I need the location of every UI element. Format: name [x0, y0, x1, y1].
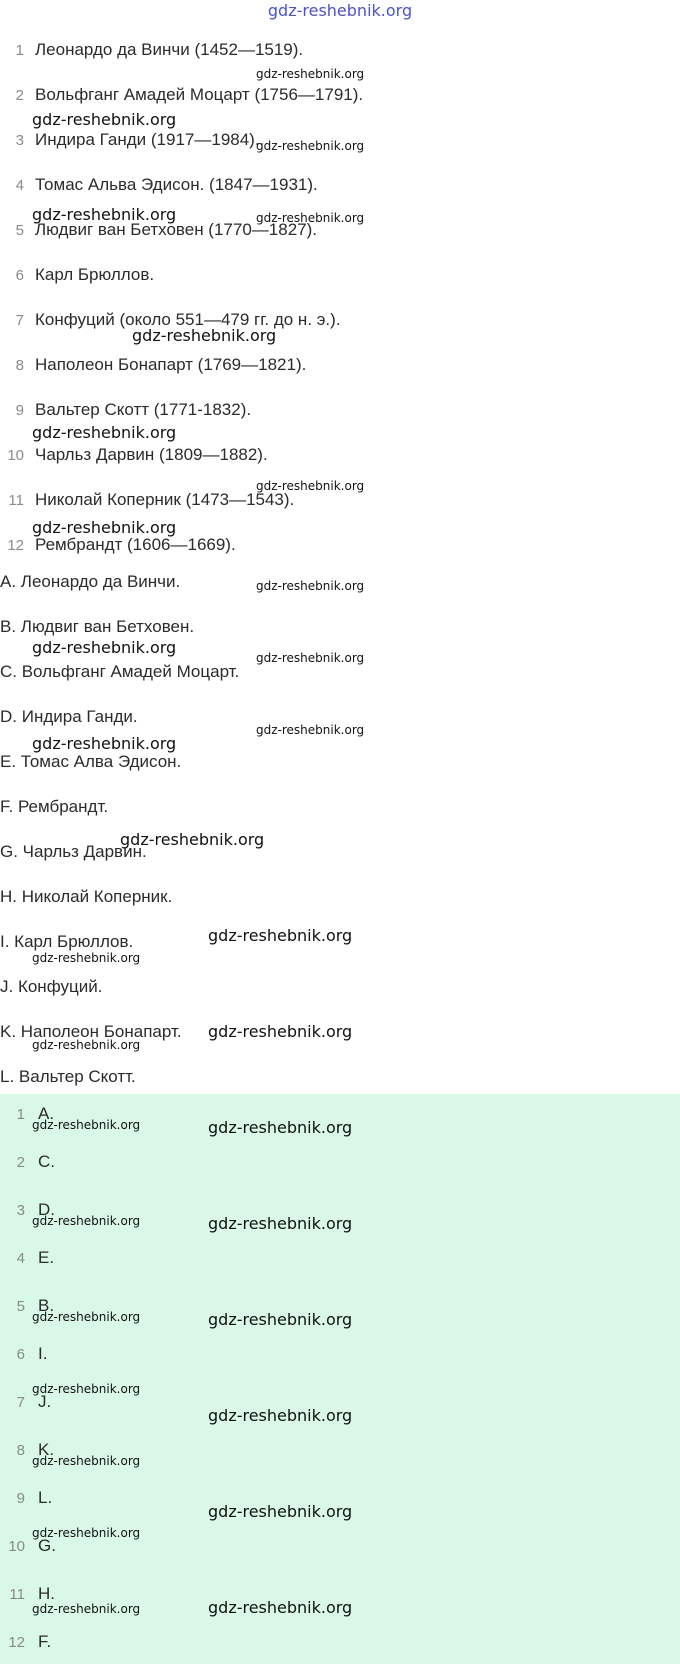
list-item-text: Карл Брюллов.	[35, 265, 155, 284]
option-item: B. Людвиг ван Бетховен.	[0, 617, 195, 636]
watermark: gdz-reshebnik.org	[256, 479, 365, 493]
watermark: gdz-reshebnik.org	[256, 579, 365, 593]
watermark: gdz-reshebnik.org	[32, 423, 177, 442]
watermark: gdz-reshebnik.org	[32, 1382, 141, 1396]
option-item: J. Конфуций.	[0, 977, 103, 996]
watermark: gdz-reshebnik.org	[32, 1038, 141, 1052]
watermark: gdz-reshebnik.org	[32, 110, 177, 129]
watermark: gdz-reshebnik.org	[208, 1214, 353, 1233]
answer-letter: D.	[38, 1200, 55, 1219]
watermark: gdz-reshebnik.org	[32, 1310, 141, 1324]
answer-number: 9	[16, 1490, 25, 1507]
watermark: gdz-reshebnik.org	[256, 139, 365, 153]
option-item: I. Карл Брюллов.	[0, 932, 134, 951]
answer-letter: L.	[38, 1488, 53, 1507]
answer-number: 11	[9, 1586, 25, 1603]
answer-panel	[0, 1094, 680, 1664]
answer-letter: E.	[38, 1248, 55, 1267]
list-item-number: 12	[7, 537, 24, 554]
option-item: A. Леонардо да Винчи.	[0, 572, 181, 591]
answer-number: 7	[16, 1394, 25, 1411]
option-item: E. Томас Алва Эдисон.	[0, 752, 182, 771]
option-item: D. Индира Ганди.	[0, 707, 138, 726]
list-item-text: Наполеон Бонапарт (1769—1821).	[35, 355, 307, 374]
watermark: gdz-reshebnik.org	[256, 67, 365, 81]
watermark: gdz-reshebnik.org	[208, 1310, 353, 1329]
option-item: C. Вольфганг Амадей Моцарт.	[0, 662, 240, 681]
answer-number: 6	[16, 1346, 25, 1363]
option-item: L. Вальтер Скотт.	[0, 1067, 136, 1086]
option-item: H. Николай Коперник.	[0, 887, 173, 906]
answer-letter: B.	[38, 1296, 55, 1315]
watermark: gdz-reshebnik.org	[32, 518, 177, 537]
watermark: gdz-reshebnik.org	[256, 651, 365, 665]
watermark: gdz-reshebnik.org	[32, 1118, 141, 1132]
answer-letter: J.	[38, 1392, 52, 1411]
answer-number: 4	[16, 1250, 25, 1267]
answer-letter: G.	[38, 1536, 56, 1555]
watermark: gdz-reshebnik.org	[132, 326, 277, 345]
watermark: gdz-reshebnik.org	[32, 1602, 141, 1616]
watermark: gdz-reshebnik.org	[208, 1502, 353, 1521]
list-item-number: 5	[15, 222, 24, 239]
list-item-text: Рембрандт (1606—1669).	[35, 535, 236, 554]
list-item-text: Индира Ганди (1917—1984).	[35, 130, 260, 149]
option-item: K. Наполеон Бонапарт.	[0, 1022, 182, 1041]
answer-number: 1	[16, 1106, 25, 1123]
list-item-text: Леонардо да Винчи (1452—1519).	[35, 40, 304, 59]
list-item-text: Людвиг ван Бетховен (1770—1827).	[35, 220, 317, 239]
answer-letter: H.	[38, 1584, 55, 1603]
watermark: gdz-reshebnik.org	[32, 1454, 141, 1468]
answer-number: 5	[16, 1298, 25, 1315]
list-item-number: 4	[15, 177, 24, 194]
watermark: gdz-reshebnik.org	[208, 1406, 353, 1425]
option-item: F. Рембрандт.	[0, 797, 109, 816]
list-item-text: Вольфганг Амадей Моцарт (1756—1791).	[35, 85, 364, 104]
answer-number: 8	[16, 1442, 25, 1459]
answer-number: 12	[8, 1634, 25, 1651]
list-item-text: Вальтер Скотт (1771-1832).	[35, 400, 252, 419]
top-watermark: gdz-reshebnik.org	[267, 1, 413, 20]
answer-number: 10	[8, 1538, 25, 1555]
watermark: gdz-reshebnik.org	[32, 205, 177, 224]
watermark: gdz-reshebnik.org	[256, 211, 365, 225]
list-item-text: Томас Альва Эдисон. (1847—1931).	[35, 175, 318, 194]
list-item-number: 11	[8, 492, 24, 509]
list-item-number: 2	[15, 87, 24, 104]
list-item-text: Чарльз Дарвин (1809—1882).	[35, 445, 268, 464]
watermark: gdz-reshebnik.org	[32, 1214, 141, 1228]
answer-number: 3	[16, 1202, 25, 1219]
answer-letter: A.	[38, 1104, 55, 1123]
watermark: gdz-reshebnik.org	[208, 1118, 353, 1137]
list-item-number: 10	[7, 447, 24, 464]
answer-letter: K.	[38, 1440, 55, 1459]
answer-letter: F.	[38, 1632, 52, 1651]
watermark: gdz-reshebnik.org	[208, 1598, 353, 1617]
watermark: gdz-reshebnik.org	[208, 1022, 353, 1041]
watermark: gdz-reshebnik.org	[32, 638, 177, 657]
list-item-number: 7	[15, 312, 24, 329]
watermark: gdz-reshebnik.org	[32, 1526, 141, 1540]
list-item-number: 3	[15, 132, 24, 149]
list-item-number: 6	[15, 267, 24, 284]
answer-number: 2	[16, 1154, 25, 1171]
list-item-number: 8	[15, 357, 24, 374]
watermark: gdz-reshebnik.org	[32, 734, 177, 753]
answer-letter: I.	[38, 1344, 48, 1363]
list-item-text: Конфуций (около 551—479 гг. до н. э.).	[35, 310, 341, 329]
watermark: gdz-reshebnik.org	[120, 830, 265, 849]
list-item-text: Николай Коперник (1473—1543).	[35, 490, 295, 509]
list-item-number: 9	[15, 402, 24, 419]
watermark: gdz-reshebnik.org	[256, 723, 365, 737]
option-item: G. Чарльз Дарвин.	[0, 842, 147, 861]
answer-letter: C.	[38, 1152, 55, 1171]
list-item-number: 1	[15, 42, 24, 59]
watermark: gdz-reshebnik.org	[208, 926, 353, 945]
watermark: gdz-reshebnik.org	[32, 951, 141, 965]
